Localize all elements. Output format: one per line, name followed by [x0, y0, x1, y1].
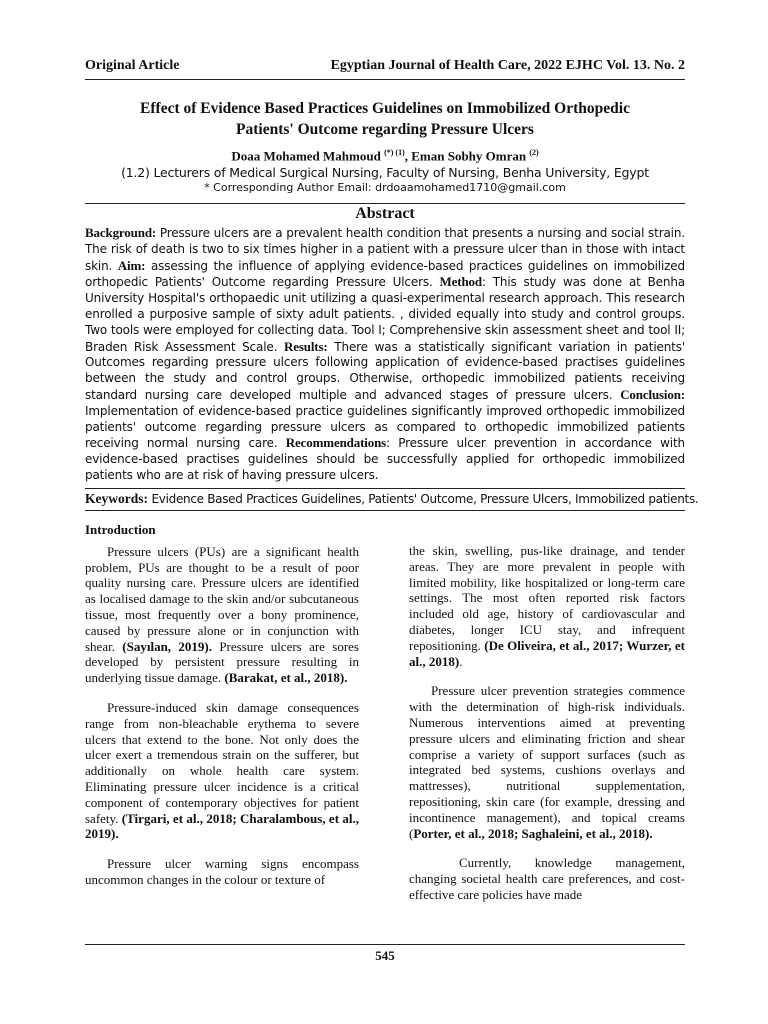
keywords-label: Keywords: — [85, 491, 148, 506]
affiliation: (1.2) Lecturers of Medical Surgical Nursing, Faculty of Nursing, Benha University, Egypt — [121, 165, 649, 180]
abstract-heading: Abstract — [355, 205, 415, 222]
keywords-bottom-rule — [85, 510, 685, 511]
citation: (De Oliveira, et al., 2017; Wurzer, et al., 2018) — [409, 637, 686, 669]
citation: (Barakat, et al., 2018). — [224, 670, 348, 686]
running-header — [85, 58, 685, 80]
aim-label: Aim: — [117, 257, 146, 273]
results-label: Results: — [284, 338, 328, 354]
introduction-heading: Introduction — [85, 522, 156, 537]
background-label: Background: — [85, 225, 157, 240]
footer-rule — [85, 944, 685, 945]
author-name: Eman Sobhy Omran — [411, 148, 527, 164]
keywords: Keywords: Evidence Based Practices Guidelines, Patients' Outcome, Pressure Ulcers, Immobilized patients. — [85, 491, 699, 506]
corresponding-author: * Corresponding Author Email: drdoaamohamed1710@gmail.com — [204, 181, 566, 194]
author-affiliation-marker: (2) — [529, 148, 539, 157]
abstract-top-rule — [85, 203, 685, 204]
journal-citation: Egyptian Journal of Health Care, 2022 EJHC Vol. 13. No. 2 — [330, 58, 685, 73]
citation: (Tirgari, et al., 2018; Charalambous, et al., 2019). — [85, 810, 359, 842]
citation: (Sayılan, 2019). — [122, 638, 212, 654]
conclusion-label: Conclusion: — [620, 386, 685, 402]
body-column-left — [85, 522, 359, 902]
body-paragraph: Pressure ulcer prevention strategies commence with the determination of high-risk individuals. Numerous interventions aimed at preventing pressure ulcers and eliminating friction and shear comprise a variety of support surfaces (such as integrated bed systems, cushions overlays and mattresses), nutritional supplementation, repositioning, skin care (for example, dressing and incontinence management), and topical creams (Porter, et al., 2018; Saghaleini, et al., 2018). — [409, 683, 685, 841]
abstract-body: Background: Pressure ulcers are a prevalent health condition that presents a nursing and social strain. The risk of death is two to six times higher in a patient with a pressure ulcer than in those with intact skin. Aim: assessing the influence of applying evidence-based practices guidelines on immobilized orthopedic Patients' Outcome regarding Pressure Ulcers. Method: This study was done at Benha University Hospital's orthopaedic unit utilizing a quasi-experimental research approach. This research enrolled a purposive sample of sixty adult patients. , divided equally into study and control groups. Two tools were employed for collecting data. Tool I; Comprehensive skin assessment sheet and tool II; Braden Risk Assessment Scale. Results: There was a statistically significant variation in patients' Outcomes regarding pressure ulcers following application of evidence-based practises guidelines between the study and control groups. Otherwise, orthopedic immobilized patients receiving standard nursing care developed multiple and advanced stages of pressure ulcers. Conclusion: Implementation of evidence-based practice guidelines significantly improved orthopedic immobilized patients' outcome regarding pressure ulcers as compared to orthopedic immobilized patients receiving normal nursing care. Recommendations: Pressure ulcer prevention in accordance with evidence-based practises guidelines should be successfully applied for orthopedic immobilized patients who are at risk of having pressure ulcers. — [85, 225, 686, 482]
method-label: Method — [439, 274, 482, 290]
article-title: Effect of Evidence Based Practices Guidelines on Immobilized Orthopedic Patients' Outcome regarding Pressure Ulcers — [140, 100, 630, 138]
header-rule — [85, 79, 685, 80]
body-paragraph: Currently, knowledge management, changing societal health care preferences, and cost-effective care policies have made — [409, 855, 685, 902]
recommendations-label: Recommendations — [285, 435, 387, 451]
body-column-right — [409, 543, 685, 917]
author-name: Doaa Mohamed Mahmoud — [231, 148, 381, 164]
body-paragraph: Pressure-induced skin damage consequences range from non-bleachable erythema to severe ulcers that extend to the bone. Not only does the ulcer exert a tremendous strain on the sufferer, but additionally on whole health care system. Eliminating pressure ulcer incidence is a critical component of contemporary objectives for patient safety. (Tirgari, et al., 2018; Charalambous, et al., 2019). — [85, 699, 359, 842]
body-paragraph: Pressure ulcers (PUs) are a significant health problem, PUs are thought to be a result of poor quality nursing care. Pressure ulcers are identified as localised damage to the skin and/or subcutaneous tissue, most frequently over a bony prominence, caused by pressure alone or in conjunction with shear. (Sayılan, 2019). Pressure ulcers are sores developed by persistent pressure resulting in underlying tissue damage. (Barakat, et al., 2018). — [85, 543, 359, 686]
body-paragraph: Pressure ulcer warning signs encompass uncommon changes in the colour or texture of — [85, 856, 359, 887]
author-affiliation-marker: (*) (1) — [384, 148, 405, 157]
citation: Porter, et al., 2018; Saghaleini, et al., 2018). — [413, 825, 653, 841]
page-number: 545 — [375, 948, 395, 963]
body-paragraph: the skin, swelling, pus-like drainage, and tender areas. They are more prevalent in people with limited mobility, like hospitalized or long-term care settings. The most often reported risk factors included old age, history of cardiovascular and diabetes, longer ICU stay, and infrequent repositioning. (De Oliveira, et al., 2017; Wurzer, et al., 2018). — [409, 543, 686, 669]
keywords-top-rule — [85, 488, 685, 489]
article-type: Original Article — [85, 58, 180, 73]
author-list: Doaa Mohamed Mahmoud $^{(*) (1)}$, Eman Sobhy Omran $^{(2)}$ — [231, 148, 539, 164]
